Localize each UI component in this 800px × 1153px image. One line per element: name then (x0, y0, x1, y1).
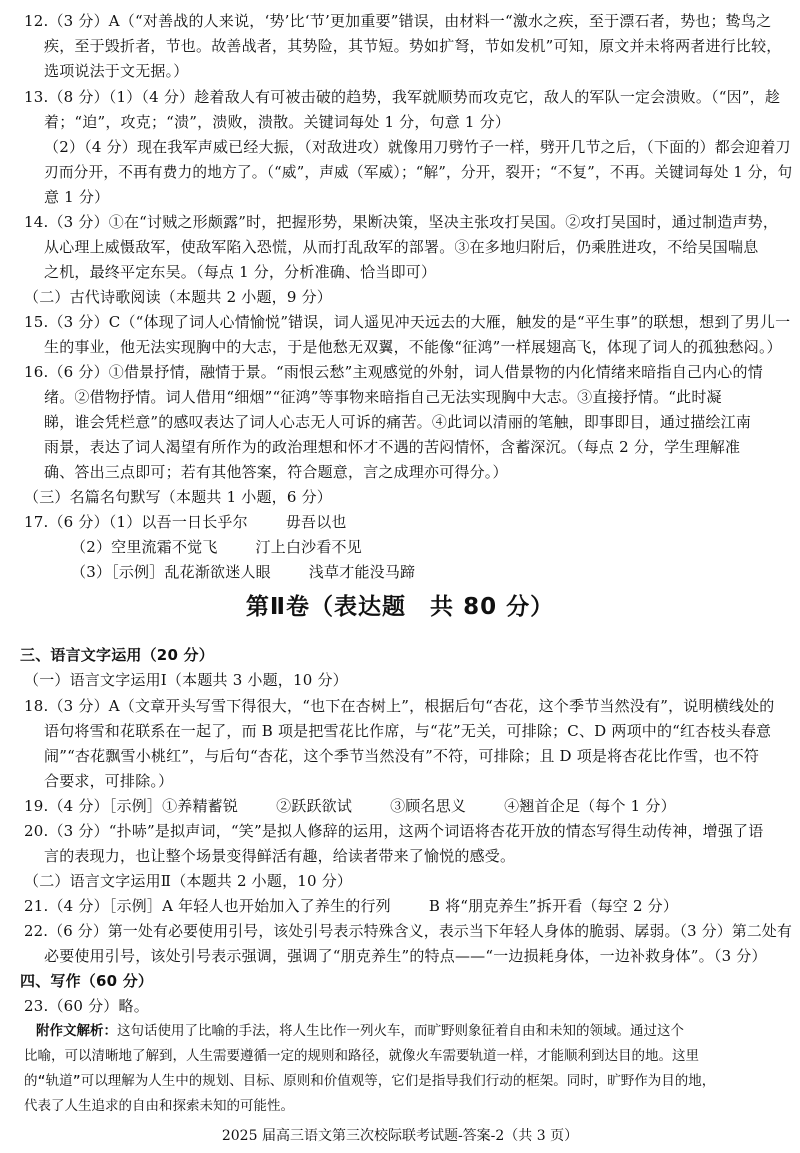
q14-line-1: 14.（3 分）①在“讨贼之形颇露”时，把握形势，果断决策，坚决主张攻打吴国。②攻打吴国时，通过制造声势， (24, 213, 779, 231)
q22-line-1: 22.（6 分）第一处有必要使用引号，该处引号表示特殊含义，表示当下年轻人身体的脆弱、孱弱。（3 分）第二处有 (24, 922, 792, 940)
q17-answer-1b: 毋吾以也 (285, 513, 347, 531)
q17-answer-3b: 浅草才能没马蹄 (308, 563, 416, 581)
essay-line-1 (36, 1021, 684, 1041)
q17-row-2 (71, 537, 362, 557)
q21-answer-a: 21.（4 分）［示例］A 年轻人也开始加入了养生的行列 (24, 897, 391, 915)
essay-label: 附作文解析： (36, 1023, 117, 1039)
q21-answer-b: B 将“朋克养生”拆开看（每空 2 分） (428, 897, 679, 915)
q12-line-2: 疾，至于毁折者，节也。故善战者，其势险，其节短。势如扩弩，节如发机”可知，原文并未将两者进行比较， (44, 37, 782, 55)
q17-answer-2b: 汀上白沙看不见 (255, 538, 362, 556)
q13-line-4: 刃而分开，不再有费力的地方了。（“威”，声威（军威）；“解”，分开，裂开；“不复”，不再。关键词每处 1 分，句 (44, 163, 793, 181)
q18-line-4: 合要求，可排除。） (44, 772, 174, 790)
section-3-1-heading: （一）语言文字运用Ⅰ（本题共 3 小题，10 分） (24, 671, 348, 689)
essay-line-2: 比喻，可以清晰地了解到，人生需要遵循一定的规则和路径，就像火车需要轨道一样，才能顺利到达目的地。这里 (24, 1048, 699, 1064)
q16-line-4: 雨景，表达了词人渴望有所作为的政治理想和怀才不遇的苦闷情怀，含蓄深沉。（每点 2 分，学生理解准 (44, 438, 741, 456)
q15-line-2: 生的事业，他无法实现胸中的大志，于是他愁无双翼，不能像“征鸿”一样展翅高飞，体现了词人的孤独愁闷。） (44, 338, 782, 356)
section-poetry-heading: （二）古代诗歌阅读（本题共 2 小题，9 分） (24, 288, 332, 306)
q13-line-3: （2）（4 分）现在我军声威已经大振，（对敌进攻）就像用刀劈竹子一样，劈开几节之后，（下面的）都会迎着刀 (44, 138, 791, 156)
q18-line-3: 闹”“杏花飘雪小桃红”，与后句“杏花，这个季节当然没有”不符，可排除；且 D 项是将杏花比作雪，也不符 (44, 747, 760, 765)
q17-answer-1a: （1）以吾一日长乎尔 (108, 513, 248, 531)
q13-line-5: 意 1 分） (44, 188, 110, 206)
q21-row (24, 896, 678, 916)
q17-row-1 (24, 512, 347, 532)
q19-answer-2: ②跃跃欲试 (276, 797, 353, 815)
q18-line-1: 18.（3 分）A（文章开头写雪下得很大，“也下在杏树上”，根据后句“杏花，这个季节当然没有”，说明横线处的 (24, 697, 775, 715)
essay-text-1: 这句话使用了比喻的手法，将人生比作一列火车，而旷野则象征着自由和未知的领域。通过这个 (117, 1023, 684, 1039)
q17-answer-3a: （3）［示例］乱花渐欲迷人眼 (71, 563, 271, 581)
section-4-heading: 四、写作（60 分） (20, 972, 154, 990)
essay-line-3: 的“轨道”可以理解为人生中的规划、目标、原则和价值观等，它们是指导我们行动的框架。同时，旷野作为目的地， (24, 1073, 716, 1089)
q15-line-1: 15.（3 分）C（“体现了词人心情愉悦”错误，词人遥见冲天远去的大雁，触发的是“平生事”的联想，想到了男儿一 (24, 313, 791, 331)
q14-line-2: 从心理上威慑敌军，使敌军陷入恐慌，从而打乱敌军的部署。③在多地归附后，仍乘胜进攻，不给吴国喘息 (44, 238, 759, 256)
q12-line-1: 12.（3 分）A（“对善战的人来说，‘势’比‘节’更加重要”错误，由材料一“激水之疾，至于漂石者，势也；鸷鸟之 (24, 12, 772, 30)
section-3-heading: 三、语言文字运用（20 分） (20, 646, 214, 664)
q23-line: 23.（60 分）略。 (24, 997, 149, 1015)
q14-line-3: 之机，最终平定东吴。（每点 1 分，分析准确、恰当即可） (44, 263, 437, 281)
q13-line-1: 13.（8 分）（1）（4 分）趁着敌人有可被击破的趋势，我军就顺势而攻克它，敌人的军队一定会溃败。（“因”，趁 (24, 88, 781, 106)
q19-row (24, 796, 676, 816)
q12-line-3: 选项说法于文无据。） (44, 62, 189, 80)
q20-line-2: 言的表现力，也让整个场景变得鲜活有趣，给读者带来了愉悦的感受。 (44, 847, 516, 865)
q13-line-2: 着；“迫”，攻克；“溃”，溃败，溃散。关键词每处 1 分，句意 1 分） (44, 113, 511, 131)
q19-answer-1: 19.（4 分）［示例］①养精蓄锐 (24, 797, 239, 815)
q18-line-2: 语句将雪和花联系在一起了，而 B 项是把雪花比作席，与“花”无关，可排除；C、D 两项中的“红杏枝头春意 (44, 722, 772, 740)
q16-line-3: 睇，谁会凭栏意”的感叹表达了词人心志无人可诉的痛苦。④此词以清丽的笔触，即事即目，通过描绘江南 (44, 413, 752, 431)
q19-answer-3: ③顾名思义 (390, 797, 467, 815)
essay-line-4: 代表了人生追求的自由和探索未知的可能性。 (24, 1098, 294, 1114)
volume-2-title: 第Ⅱ卷（表达题 共 80 分） (245, 594, 555, 620)
q16-line-2: 绪。②借物抒情。词人借用“细烟”“征鸿”等事物来暗指自己无法实现胸中大志。③直接抒情。“此时凝 (44, 388, 722, 406)
q16-line-5: 确、答出三点即可；若有其他答案，符合题意，言之成理亦可得分。） (44, 463, 508, 481)
q16-line-1: 16.（6 分）①借景抒情，融情于景。“雨恨云愁”主观感觉的外射，词人借景物的内化情绪来暗指自己内心的情 (24, 363, 763, 381)
section-3-2-heading: （二）语言文字运用Ⅱ（本题共 2 小题，10 分） (24, 872, 353, 890)
q22-line-2: 必要使用引号，该处引号表示强调，强调了“朋克养生”的特点——“一边损耗身体，一边补救身体”。（3 分） (44, 947, 767, 965)
section-recitation-heading: （三）名篇名句默写（本题共 1 小题，6 分） (24, 488, 332, 506)
q17-row-3 (71, 562, 415, 582)
q17-label: 17.（6 分） (24, 513, 109, 531)
q17-answer-2a: （2）空里流霜不觉飞 (71, 538, 218, 556)
q19-answer-4: ④翘首企足（每个 1 分） (504, 797, 676, 815)
page-footer: 2025 届高三语文第三次校际联考试题-答案-2（共 3 页） (221, 1128, 579, 1144)
q20-line-1: 20.（3 分）“扑哧”是拟声词，“笑”是拟人修辞的运用，这两个词语将杏花开放的情态写得生动传神，增强了语 (24, 822, 764, 840)
